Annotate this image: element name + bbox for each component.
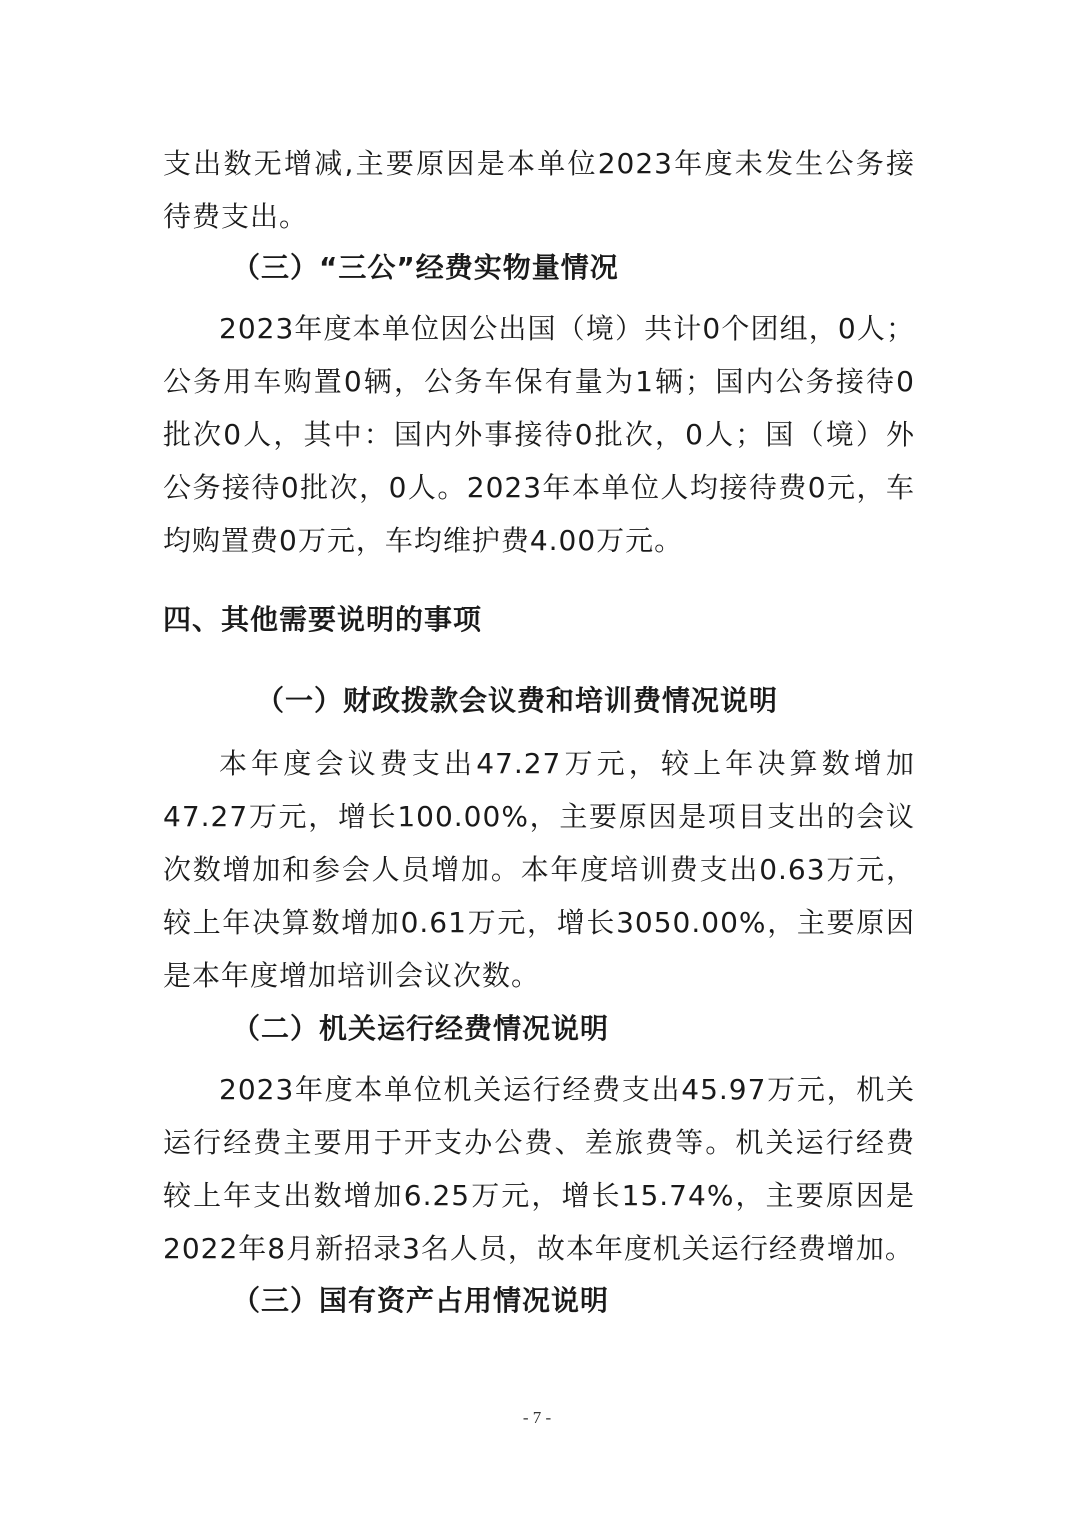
- sangong-paragraph: 2023年度本单位因公出国（境）共计0个团组，0人；公务用车购置0辆，公务车保有量为1辆；国内公务接待0批次0人，其中：国内外事接待0批次，0人；国（境）外公务接待0批次，0人。2023年本单位人均接待费0元，车均购置费0万元，车均维护费4.00万元。: [163, 312, 915, 557]
- sangong-paragraph-block: [163, 302, 915, 567]
- operating-paragraph: 2023年度本单位机关运行经费支出45.97万元，机关运行经费主要用于开支办公费、差旅费等。机关运行经费较上年支出数增加6.25万元，增长15.74%，主要原因是2022年8月新招录3名人员，故本年度机关运行经费增加。: [163, 1073, 915, 1265]
- subheading-meeting-training: （一）财政拨款会议费和培训费情况说明: [256, 684, 779, 717]
- meeting-training-paragraph: 本年度会议费支出47.27万元，较上年决算数增加47.27万元，增长100.00%，主要原因是项目支出的会议次数增加和参会人员增加。本年度培训费支出0.63万元，较上年决算数增加0.61万元，增长3050.00%，主要原因是本年度增加培训会议次数。: [163, 747, 915, 992]
- subheading-state-assets: （三）国有资产占用情况说明: [232, 1284, 610, 1317]
- meeting-training-paragraph-block: [163, 737, 915, 1002]
- continuation-paragraph: 支出数无增减,主要原因是本单位2023年度未发生公务接待费支出。: [163, 147, 915, 233]
- operating-paragraph-block: [163, 1063, 915, 1275]
- page-number: - 7 -: [522, 1408, 552, 1427]
- section-heading-other-matters: 四、其他需要说明的事项: [163, 603, 483, 636]
- continuation-paragraph-block: [163, 137, 915, 243]
- subheading-sangong-physical: （三）“三公”经费实物量情况: [232, 251, 619, 284]
- subheading-operating-expenses: （二）机关运行经费情况说明: [232, 1012, 610, 1045]
